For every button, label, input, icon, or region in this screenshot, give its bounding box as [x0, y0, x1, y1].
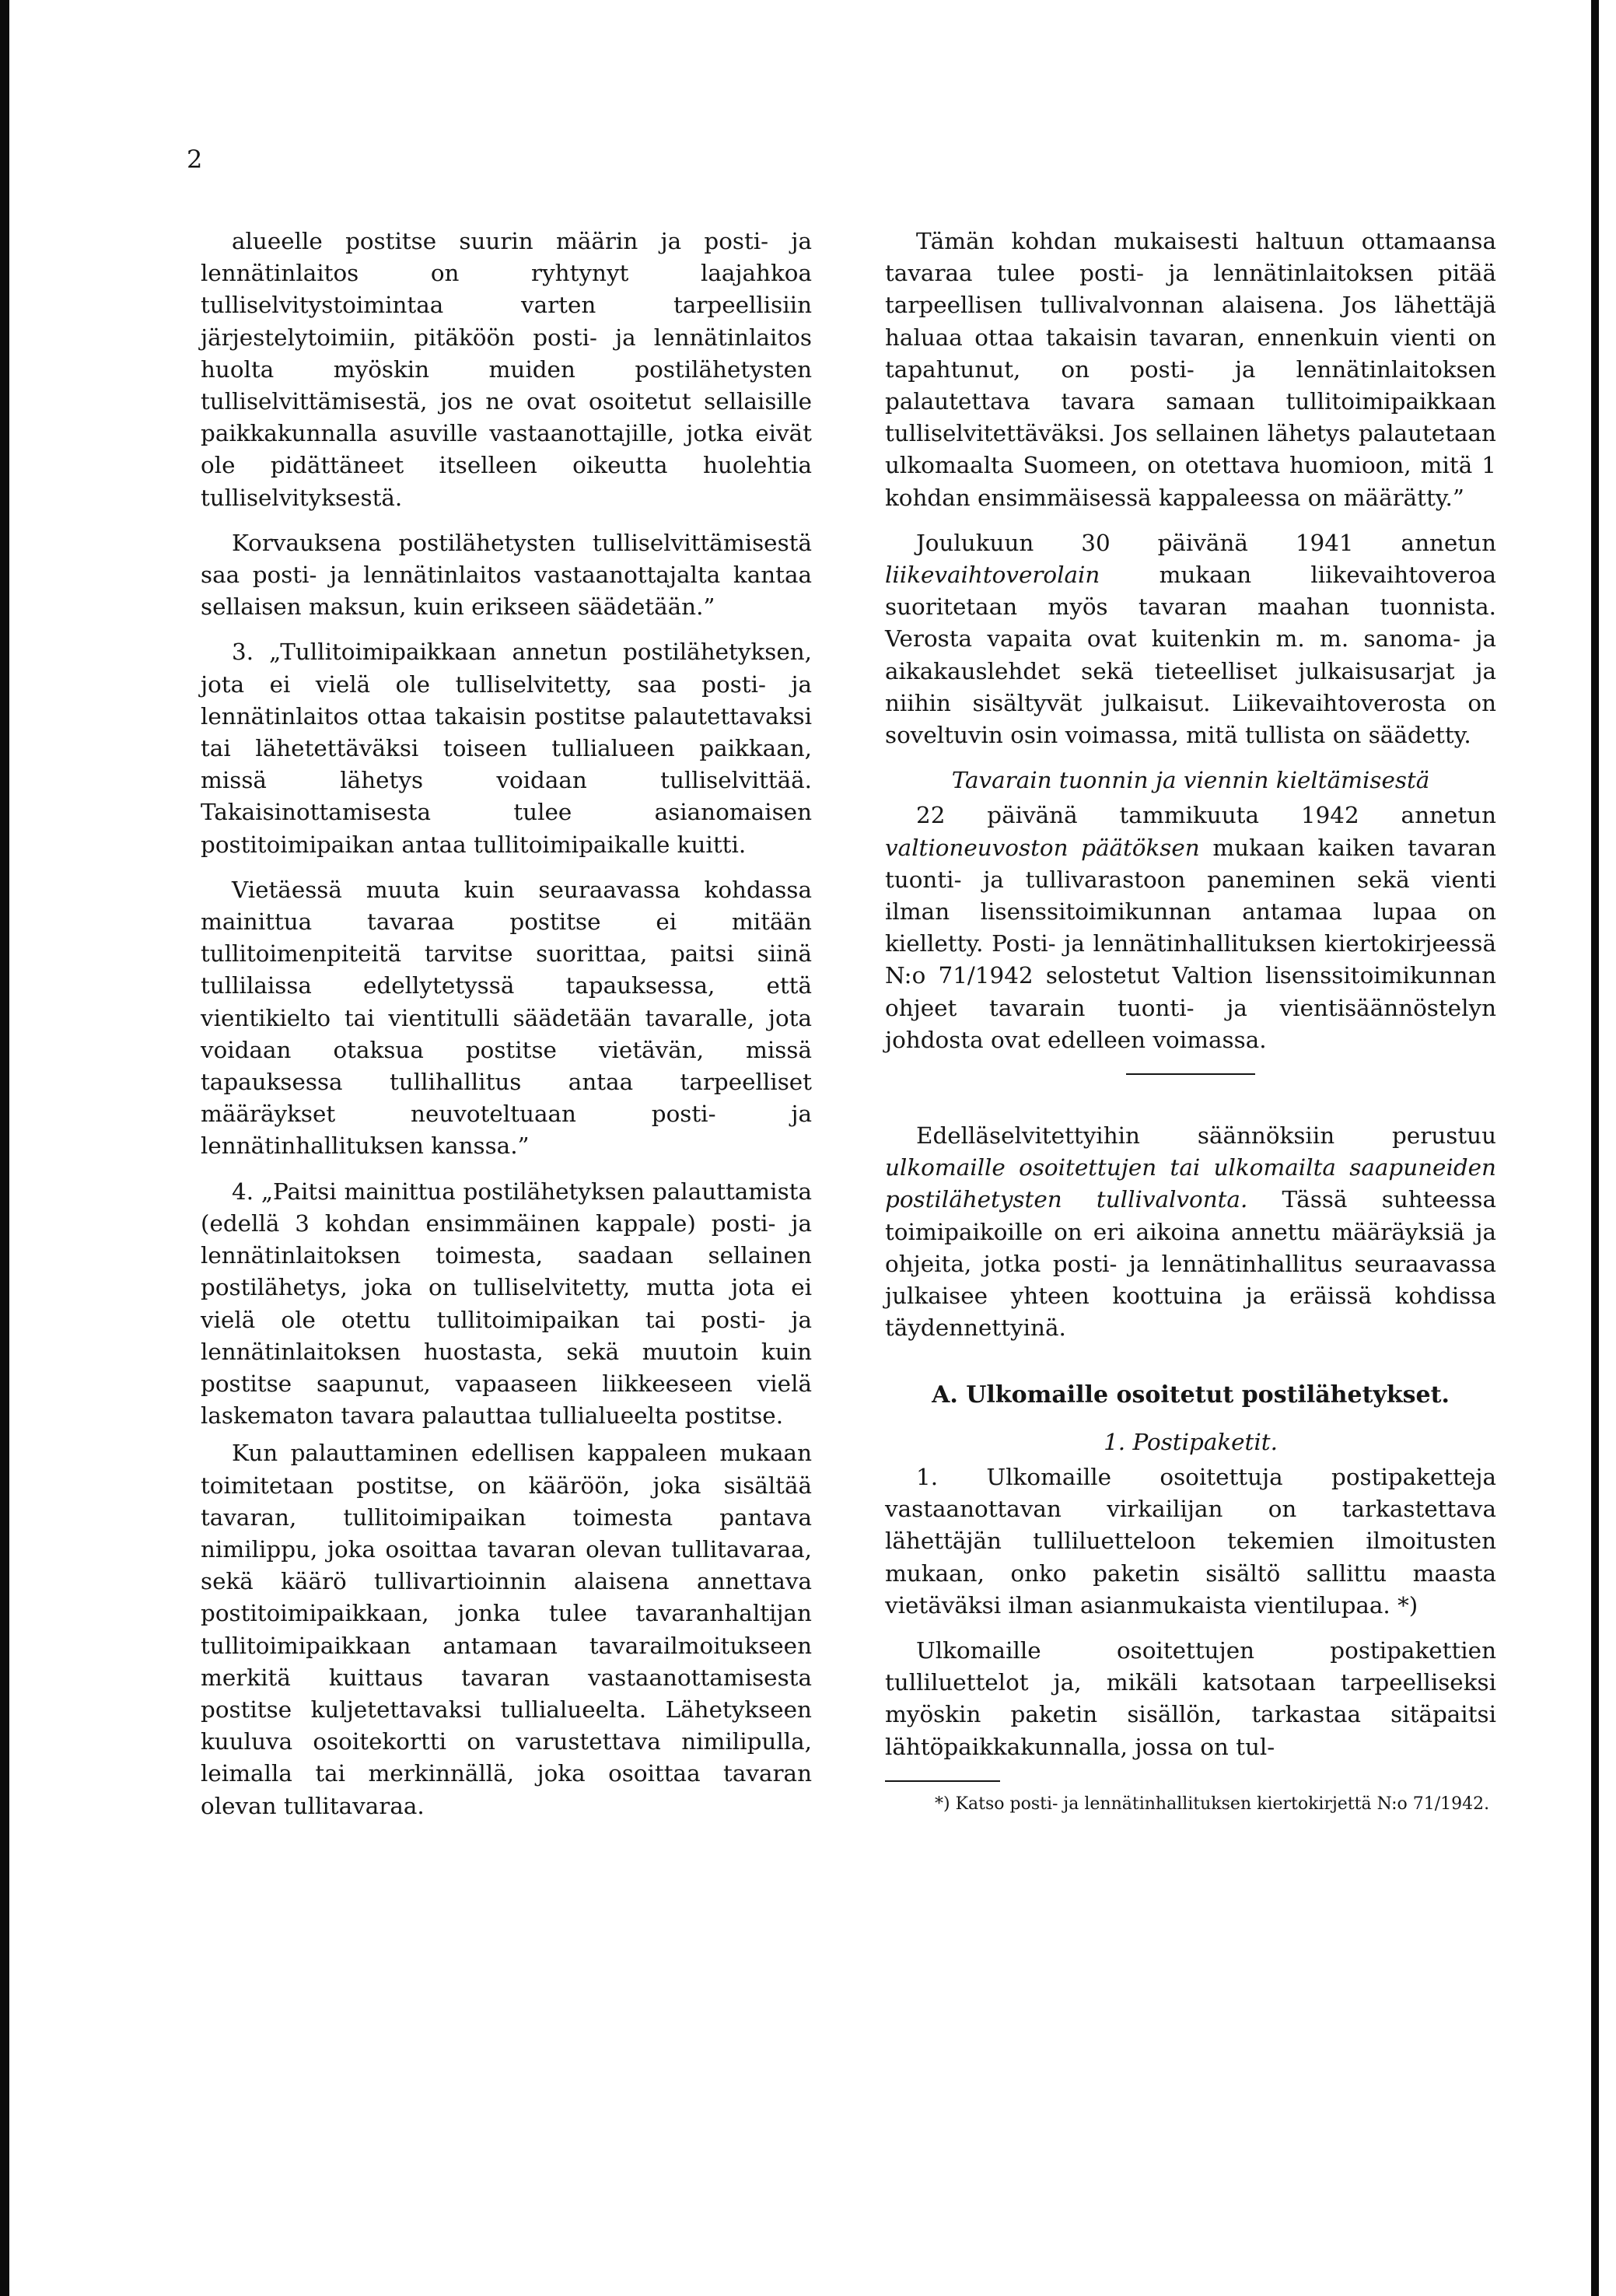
italic-term: liikevaihtoverolain — [885, 562, 1100, 589]
page-number: 2 — [187, 145, 203, 174]
section-divider — [1126, 1073, 1255, 1075]
paragraph: Ulkomaille osoitettujen postipakettien tulliluettelot ja, mikäli katsotaan tarpeelliseksi myöskin paketin sisällön, tarkastaa sitäpaitsi lähtöpaikkakunnalla, jossa on tul- — [885, 1636, 1496, 1760]
text-run: mukaan kaiken tavaran tuonti- ja tullivarastoon paneminen sekä vienti ilman lisenssitoimikunnan antamaa lupaa on kielletty. Posti- ja lennätinhallituksen kiertokirjeessä N:o 71/1942 selostetut Valtion lisenssitoimikunnan ohjeet tavarain tuonti- ja vientisäännöstelyn johdosta ovat edelleen voimassa. — [885, 834, 1497, 1053]
paragraph — [885, 800, 1496, 1056]
paragraph: alueelle postitse suurin määrin ja posti- ja lennätinlaitos on ryhtynyt laajahkoa tulliselvitystoimintaa varten tarpeellisiin järjestelytoimiin, pitäköön posti- ja lennätinlaitos huolta myöskin muiden postilähetysten tulliselvittämisestä, jos ne ovat osoitetut sellaisille paikkakunnalla asuville vastaanottajille, jotka eivät ole pidättäneet itselleen oikeutta huolehtia tulliselvityksestä. — [201, 228, 812, 511]
paragraph: Tämän kohdan mukaisesti haltuun ottamaansa tavaraa tulee posti- ja lennätinlaitoksen pitää tarpeellisen tullivalvonnan alaisena. Jos lähettäjä haluaa ottaa takaisin tavaran, ennenkuin vienti on tapahtunut, on posti- ja lennätinlaitoksen palautettava tavara samaan tullitoimipaikkaan tulliselvitettäväksi. Jos sellainen lähetys palautetaan ulkomaalta Suomeen, on otettava huomioon, mitä 1 kohdan ensimmäisessä kappaleessa on määrätty.” — [885, 228, 1496, 511]
paragraph — [885, 1120, 1496, 1344]
paragraph: Korvauksena postilähetysten tulliselvittämisestä saa posti- ja lennätinlaitos vastaanottajalta kantaa sellaisen maksun, kuin erikseen säädetään.” — [201, 529, 812, 621]
left-column — [201, 226, 812, 1836]
italic-term: valtioneuvoston päätöksen — [885, 834, 1200, 861]
right-column — [885, 226, 1496, 1816]
paragraph: Kun palauttaminen edellisen kappaleen mukaan toimitetaan postitse, on kääröön, joka sisältää tavaran, tullitoimipaikan toimesta pantava nimilippu, joka osoittaa tavaran olevan tullitavaraa, sekä käärö tullivartioinnin alaisena annettava postitoimipaikkaan, jonka tulee tavaranhaltijan tullitoimipaikkaan antamaan tavarailmoitukseen merkitä kuittaus tavaran vastaanottamisesta postitse kuljetettavaksi tullialueelta. Lähetykseen kuuluva osoitekortti on varustettava nimilipulla, leimalla tai merkinnällä, joka osoittaa tavaran olevan tullitavaraa. — [201, 1440, 812, 1819]
chapter-heading: A. Ulkomaille osoitetut postilähetykset. — [932, 1381, 1450, 1409]
scan-right-edge — [1591, 0, 1599, 2296]
italic-term: ulkomaille osoitettujen tai ulkomailta saapuneiden postilähetysten tullivalvonta. — [885, 1154, 1496, 1213]
section-heading: Tavarain tuonnin ja viennin kieltämisestä — [951, 767, 1430, 794]
text-run: Tässä suhteessa toimipaikoille on eri aikoina annettu määräyksiä ja ohjeita, jotka posti- ja lennätinhallitus seuraavassa julkaisee yhteen koottuina ja eräissä kohdissa täydennettyinä. — [885, 1186, 1496, 1342]
text-run: 22 päivänä tammikuuta 1942 annetun — [916, 802, 1496, 829]
footnote: *) Katso posti- ja lennätinhallituksen kiertokirjettä N:o 71/1942. — [935, 1794, 1490, 1814]
paragraph: 4. „Paitsi mainittua postilähetyksen palauttamista (edellä 3 kohdan ensimmäinen kappale) posti- ja lennätinlaitoksen toimesta, saadaan sellainen postilähetys, joka on tulliselvitetty, mutta jota ei vielä ole otettu tullitoimipaikan tai posti- ja lennätinlaitoksen huostasta, sekä muutoin kuin postitse saapunut, vapaaseen liikkeeseen vielä laskematon tavara palauttaa tullialueelta postitse. — [201, 1178, 812, 1430]
paragraph: 3. „Tullitoimipaikkaan annetun postilähetyksen, jota ei vielä ole tulliselvitetty, saa posti- ja lennätinlaitos ottaa takaisin postitse palautettavaksi tai lähetettäväksi toiseen tullialueen paikkaan, missä lähetys voidaan tulliselvittää. Takaisinottamisesta tulee asianomaisen postitoimipaikan antaa tullitoimipaikalle kuitti. — [201, 639, 812, 858]
paragraph — [885, 527, 1496, 751]
text-run: Edelläselvitettyihin säännöksiin perustuu — [916, 1122, 1496, 1150]
text-run: Joulukuun 30 päivänä 1941 annetun — [916, 529, 1496, 556]
subsection-heading: 1. Postipaketit. — [1104, 1428, 1278, 1455]
paragraph: 1. Ulkomaille osoitettuja postipaketteja vastaanottavan virkailijan on tarkastettava lähettäjän tulliluetteloon tekemien ilmoitusten mukaan, onko paketin sisältö sallittu maasta vietäväksi ilman asianmukaista vientilupaa. *) — [885, 1463, 1496, 1619]
text-run: mukaan liikevaihtoveroa suoritetaan myös tavaran maahan tuonnista. Verosta vapaita ovat kuitenkin m. m. sanoma- ja aikakauslehdet sekä tieteelliset julkaisusarjat ja niihin sisältyvät julkaisut. Liikevaihtoverosta on soveltuvin osin voimassa, mitä tullista on säädetty. — [885, 562, 1496, 749]
footnote-rule — [885, 1780, 1000, 1782]
paragraph: Vietäessä muuta kuin seuraavassa kohdassa mainittua tavaraa postitse ei mitään tullitoimenpiteitä tarvitse suorittaa, paitsi siinä tullilaissa edellytetyssä tapauksessa, että vientikielto tai vientitulli säädetään tavaralle, jota voidaan otaksua postitse vietävän, missä tapauksessa tullihallitus antaa tarpeelliset määräykset neuvoteltuaan posti- ja lennätinhallituksen kanssa.” — [201, 876, 812, 1160]
scan-left-edge — [0, 0, 9, 2296]
